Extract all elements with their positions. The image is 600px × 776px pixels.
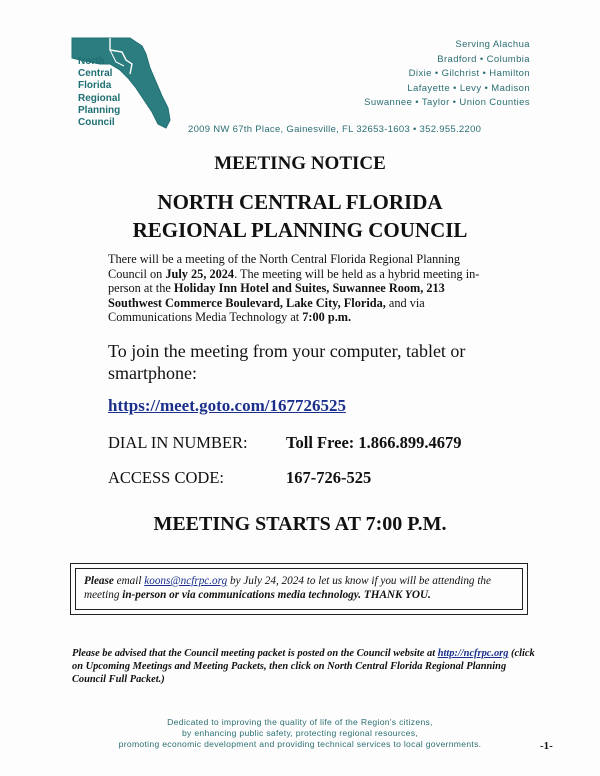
join-instructions: To join the meeting from your computer, tablet or smartphone: <box>108 341 466 383</box>
rsvp-email-link[interactable]: koons@ncfrpc.org <box>144 575 228 587</box>
access-code-label: ACCESS CODE: <box>108 468 224 487</box>
notice-title: MEETING NOTICE <box>214 153 386 174</box>
logo-line: Council <box>78 117 115 129</box>
dial-in-number: Toll Free: 1.866.899.4679 <box>286 433 462 452</box>
org-name-line-2: REGIONAL PLANNING COUNCIL <box>132 218 468 242</box>
logo-line: Regional <box>78 92 121 104</box>
serving-line: Dixie • Gilchrist • Hamilton <box>408 68 530 79</box>
advisory-text: Please be advised that the Council meeting packet is posted on the Council website at <box>72 648 438 659</box>
logo-line: Planning <box>78 104 121 116</box>
footer-line: by enhancing public safety, protecting regional resources, <box>181 728 419 738</box>
serving-line: Lafayette • Levy • Madison <box>407 82 530 94</box>
serving-line: Serving Alachua <box>455 39 530 50</box>
logo-line: North <box>78 56 105 67</box>
footer-line: Dedicated to improving the quality of life of the Region's citizens, <box>167 717 433 727</box>
rsvp-please: Please <box>84 575 114 587</box>
council-address: 2009 NW 67th Place, Gainesville, FL 32653-1603 • 352.955.2200 <box>188 124 482 135</box>
rsvp-box <box>70 563 528 615</box>
meeting-start-banner: MEETING STARTS AT 7:00 P.M. <box>153 513 447 535</box>
intro-text: . The meeting will be held as a hybrid meeting in-person at the <box>108 266 480 296</box>
dial-in-label: DIAL IN NUMBER: <box>108 433 248 452</box>
rsvp-text <box>75 568 523 610</box>
intro-text: and via Communications Media Technology at <box>108 295 425 325</box>
org-name-line-1: NORTH CENTRAL FLORIDA <box>157 190 443 214</box>
page-number: -1- <box>540 740 553 752</box>
meeting-date: July 25, 2024 <box>165 266 235 281</box>
meeting-location: Holiday Inn Hotel and Suites, Suwannee Room, 213 Southwest Commerce Boulevard, Lake City, Florida, <box>108 281 445 310</box>
serving-line: Suwannee • Taylor • Union Counties <box>364 97 530 108</box>
advisory-text: (click on Upcoming Meetings and Meeting Packets, then click on North Central Florida Regional Planning Council Full Packet.) <box>72 648 535 685</box>
logo-wordmark <box>78 56 120 129</box>
serving-line: Bradford • Columbia <box>437 53 530 65</box>
intro-paragraph <box>108 252 498 325</box>
packet-advisory <box>72 648 542 686</box>
footer-line: promoting economic development and providing technical services to local governments. <box>118 739 482 749</box>
meeting-link[interactable]: https://meet.goto.com/167726525 <box>108 396 346 415</box>
serving-counties <box>364 38 530 111</box>
mission-footer <box>60 717 540 750</box>
council-website-link[interactable]: http://ncfrpc.org <box>437 648 509 659</box>
rsvp-attendance-mode: in-person or via communications media technology. <box>122 589 362 601</box>
meeting-time: 7:00 p.m. <box>302 310 352 325</box>
intro-text: There will be a meeting of the North Central Florida Regional Planning Council on <box>108 252 461 281</box>
logo-line: Central <box>78 68 113 80</box>
rsvp-thanks: THANK YOU. <box>363 589 431 601</box>
rsvp-segment: by July 24, 2024 to let us know if you will be attending the meeting <box>84 575 491 601</box>
rsvp-segment: email <box>113 575 145 587</box>
access-code-value: 167-726-525 <box>286 468 372 487</box>
logo-line: Florida <box>78 80 112 92</box>
